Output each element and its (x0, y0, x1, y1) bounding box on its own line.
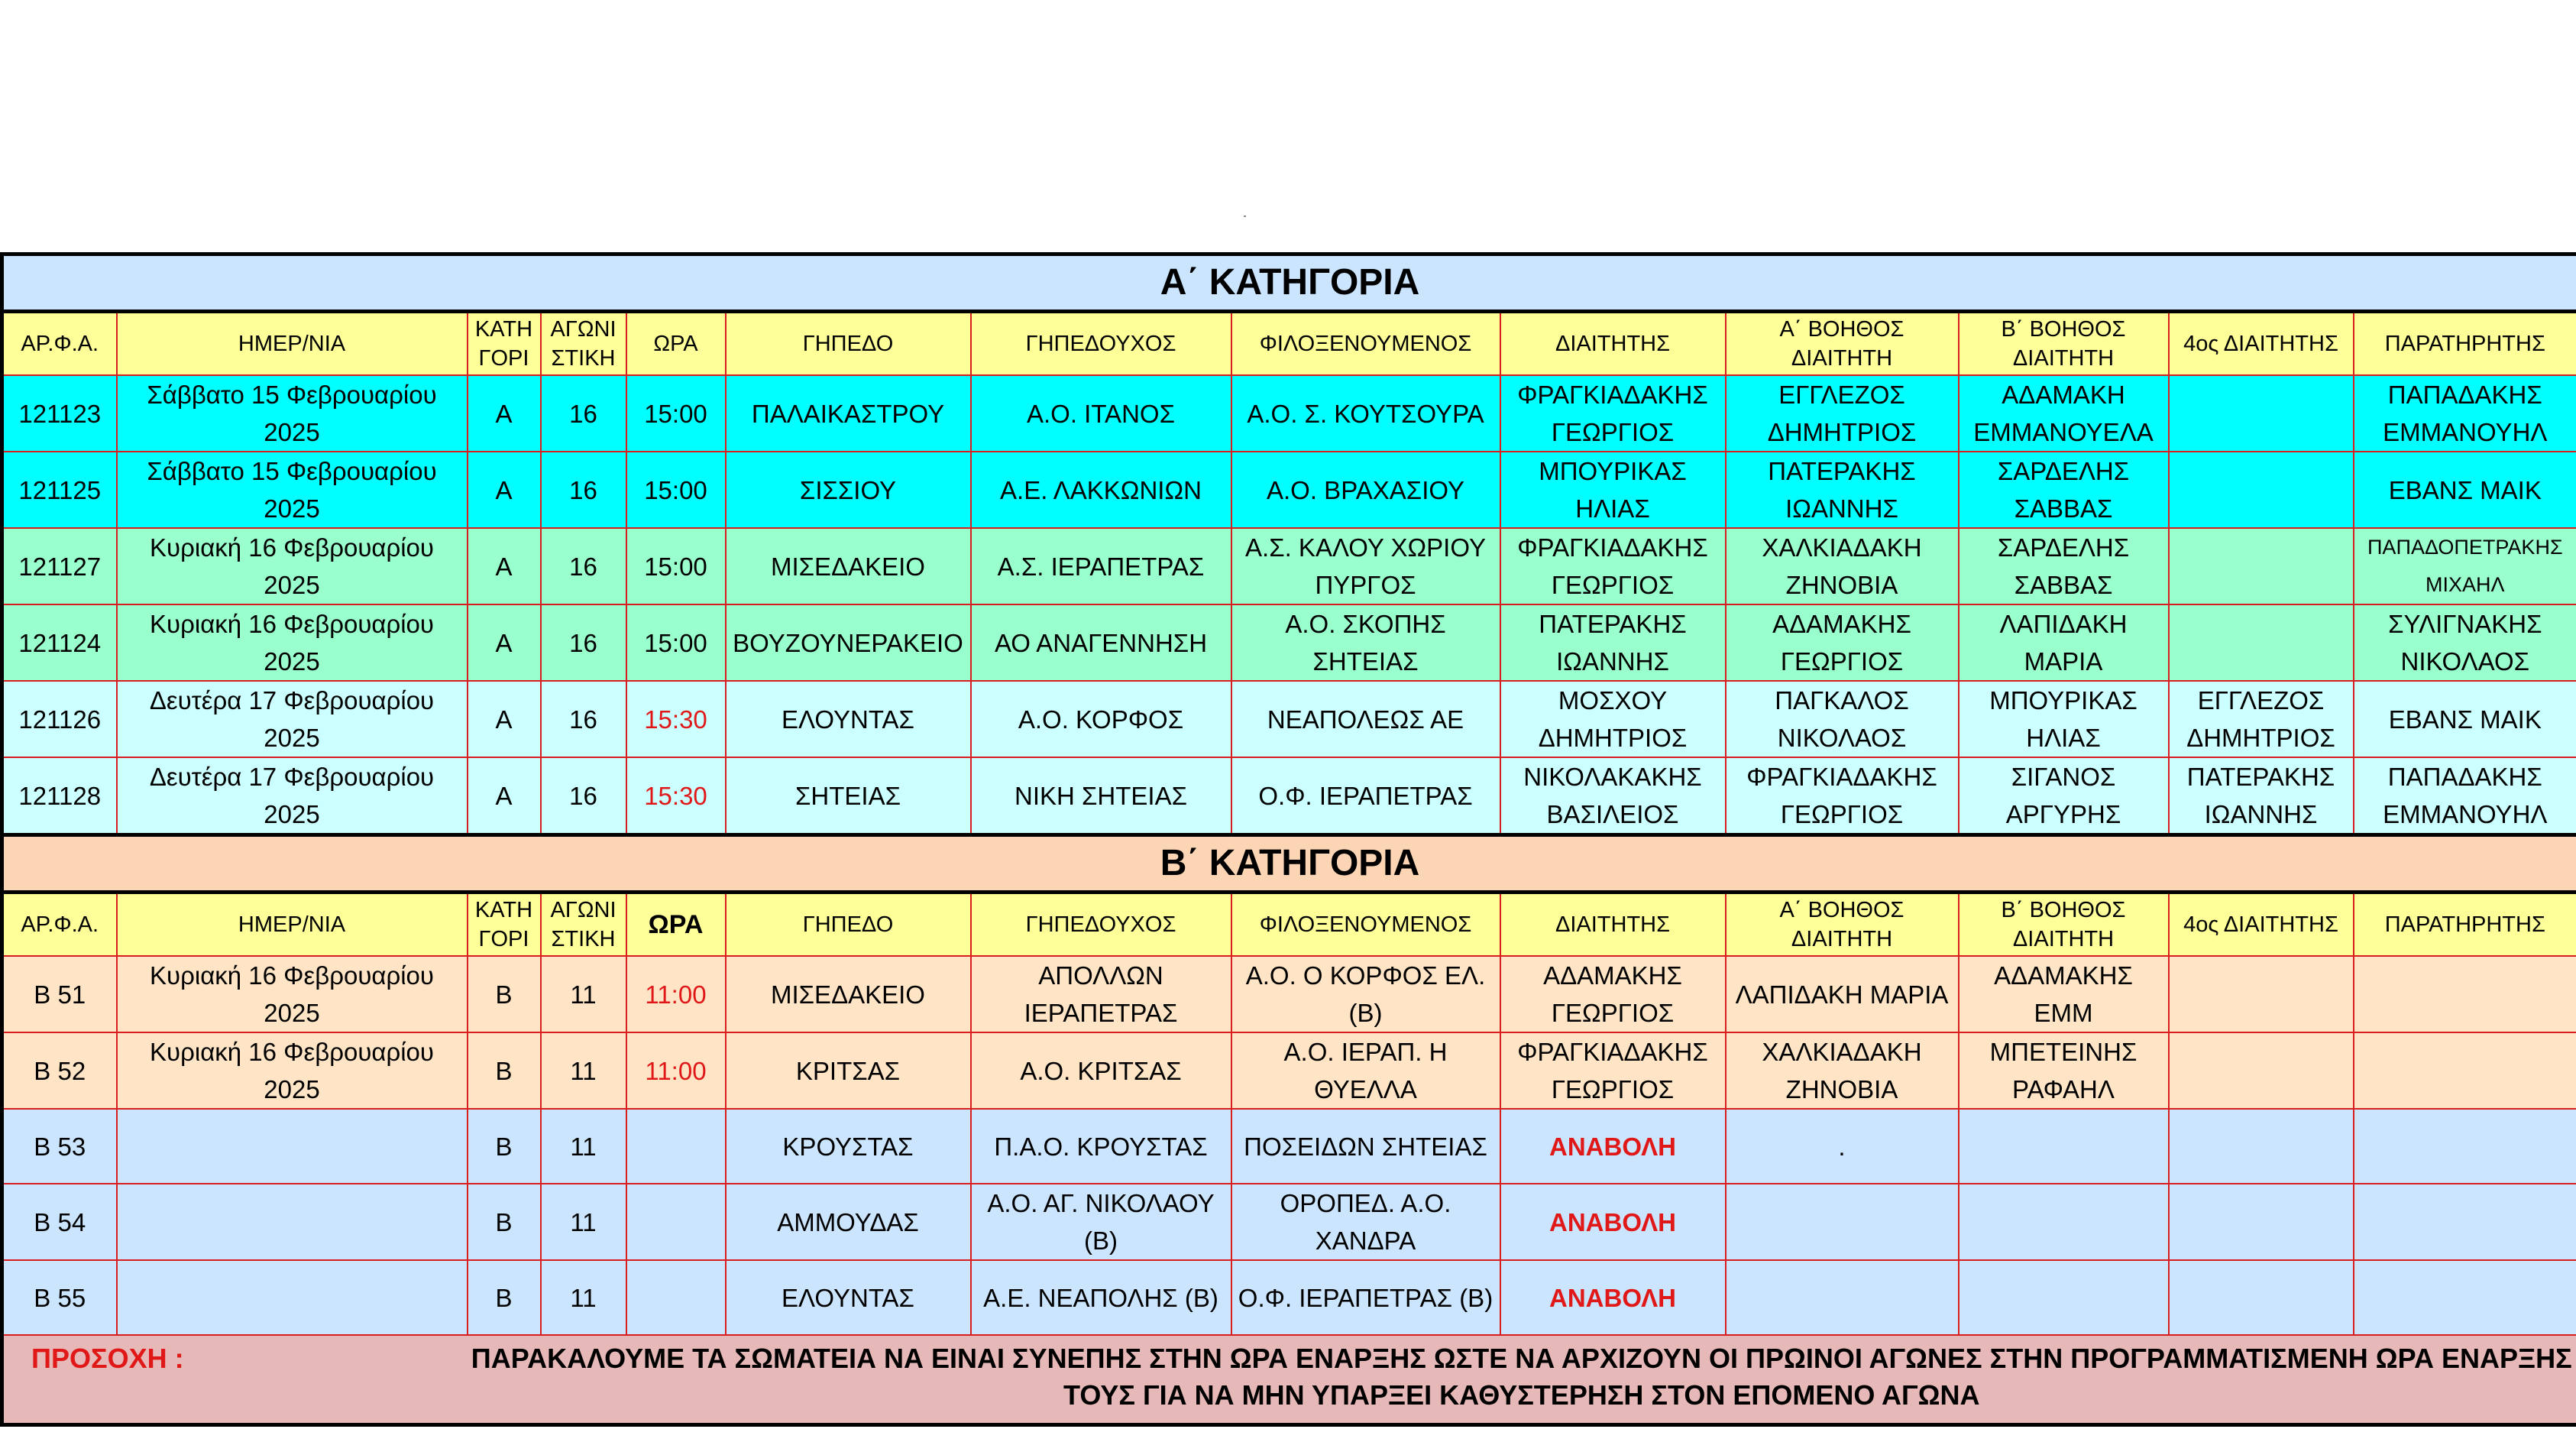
cell-home: Α.Ο. ΙΤΑΝΟΣ (971, 375, 1231, 452)
cell-ast-b: ΜΠΟΥΡΙΚΑΣ ΗΛΙΑΣ (1959, 681, 2169, 757)
schedule-table (0, 252, 2576, 1427)
cell-date (117, 1260, 468, 1335)
cell-cat: Β (468, 1260, 541, 1335)
match-row (2, 375, 2576, 452)
cell-id: 121127 (2, 528, 117, 604)
cell-home: Α.Ε. ΝΕΑΠΟΛΗΣ (Β) (971, 1260, 1231, 1335)
cell-date: Δευτέρα 17 Φεβρουαρίου 2025 (117, 681, 468, 757)
cell-fourth (2169, 528, 2354, 604)
cell-date: Κυριακή 16 Φεβρουαρίου 2025 (117, 528, 468, 604)
notice-label: ΠΡΟΣΟΧΗ : (2, 1335, 468, 1425)
cell-ast-a: ΧΑΛΚΙΑΔΑΚΗ ΖΗΝΟΒΙΑ (1726, 528, 1959, 604)
cell-ast-a: ΦΡΑΓΚΙΑΔΑΚΗΣ ΓΕΩΡΓΙΟΣ (1726, 757, 1959, 835)
cell-time: 15:00 (626, 528, 726, 604)
stray-mark (1244, 215, 1246, 217)
cell-date: Κυριακή 16 Φεβρουαρίου 2025 (117, 956, 468, 1032)
section-b-title-row (2, 835, 2576, 893)
cell-field: ΠΑΛΑΙΚΑΣΤΡΟΥ (726, 375, 971, 452)
cell-round: 11 (541, 1032, 626, 1109)
notice-text: ΠΑΡΑΚΑΛΟΥΜΕ ΤΑ ΣΩΜΑΤΕΙΑ ΝΑ ΕΙΝΑΙ ΣΥΝΕΠΗΣ ΣΤΗΝ ΩΡΑ ΕΝΑΡΞΗΣ ΩΣΤΕ ΝΑ ΑΡΧΙΖΟΥΝ ΟΙ ΠΡΩΙΝΟΙ ΑΓΩΝΕΣ ΣΤΗΝ ΠΡΟΓΡΑΜΜΑΤΙΣΜΕΝΗ ΩΡΑ ΕΝΑΡΞΗΣ ΤΟΥΣ ΓΙΑ ΝΑ ΜΗΝ ΥΠΑΡΞΕΙ ΚΑΘΥΣΤΕΡΗΣΗ ΣΤΟΝ ΕΠΟΜΕΝΟ ΑΓΩΝΑ (468, 1335, 2576, 1425)
cell-round: 16 (541, 681, 626, 757)
cell-round: 16 (541, 757, 626, 835)
cell-id: Β 51 (2, 956, 117, 1032)
cell-time (626, 1184, 726, 1260)
cell-time (626, 1260, 726, 1335)
cell-away: Ο.Φ. ΙΕΡΑΠΕΤΡΑΣ (1231, 757, 1500, 835)
cell-observer (2354, 1260, 2576, 1335)
cell-cat: Β (468, 1109, 541, 1184)
cell-ast-a: ΑΔΑΜΑΚΗΣ ΓΕΩΡΓΙΟΣ (1726, 604, 1959, 681)
cell-round: 11 (541, 1260, 626, 1335)
header-category: ΚΑΤΗ ΓΟΡΙ (468, 893, 541, 957)
cell-referee: ΦΡΑΓΚΙΑΔΑΚΗΣ ΓΕΩΡΓΙΟΣ (1500, 1032, 1726, 1109)
cell-ast-b: ΜΠΕΤΕΙΝΗΣ ΡΑΦΑΗΛ (1959, 1032, 2169, 1109)
cell-observer: ΕΒΑΝΣ ΜΑΙΚ (2354, 452, 2576, 528)
section-a-title: Α΄ ΚΑΤΗΓΟΡΙΑ (2, 254, 2576, 312)
header-ar-fa: ΑΡ.Φ.Α. (2, 893, 117, 957)
cell-ast-b: ΑΔΑΜΑΚΗΣ ΕΜΜ (1959, 956, 2169, 1032)
cell-cat: Α (468, 757, 541, 835)
cell-ast-a (1726, 1260, 1959, 1335)
header-field: ΓΗΠΕΔΟ (726, 312, 971, 376)
schedule-body (2, 254, 2576, 1425)
cell-observer (2354, 1184, 2576, 1260)
cell-round: 16 (541, 604, 626, 681)
cell-away: ΠΟΣΕΙΔΩΝ ΣΗΤΕΙΑΣ (1231, 1109, 1500, 1184)
cell-home: ΑΟ ΑΝΑΓΕΝΝΗΣΗ (971, 604, 1231, 681)
cell-ast-b: ΛΑΠΙΔΑΚΗ ΜΑΡΙΑ (1959, 604, 2169, 681)
cell-observer: ΠΑΠΑΔΑΚΗΣ ΕΜΜΑΝΟΥΗΛ (2354, 757, 2576, 835)
header-fourth: 4ος ΔΙΑΙΤΗΤΗΣ (2169, 893, 2354, 957)
cell-home: Α.Ο. ΚΟΡΦΟΣ (971, 681, 1231, 757)
cell-home: ΑΠΟΛΛΩΝ ΙΕΡΑΠΕΤΡΑΣ (971, 956, 1231, 1032)
cell-field: ΜΙΣΕΔΑΚΕΙΟ (726, 956, 971, 1032)
cell-cat: Α (468, 604, 541, 681)
cell-referee: ΦΡΑΓΚΙΑΔΑΚΗΣ ΓΕΩΡΓΙΟΣ (1500, 528, 1726, 604)
header-field: ΓΗΠΕΔΟ (726, 893, 971, 957)
cell-date (117, 1109, 468, 1184)
cell-fourth (2169, 375, 2354, 452)
match-row (2, 1032, 2576, 1109)
cell-observer: ΠΑΠΑΔΑΚΗΣ ΕΜΜΑΝΟΥΗΛ (2354, 375, 2576, 452)
section-a-title-row (2, 254, 2576, 312)
cell-ast-b (1959, 1184, 2169, 1260)
cell-date: Δευτέρα 17 Φεβρουαρίου 2025 (117, 757, 468, 835)
cell-ast-a: . (1726, 1109, 1959, 1184)
cell-field: ΕΛΟΥΝΤΑΣ (726, 681, 971, 757)
cell-away: Α.Ο. Σ. ΚΟΥΤΣΟΥΡΑ (1231, 375, 1500, 452)
cell-home: Π.Α.Ο. ΚΡΟΥΣΤΑΣ (971, 1109, 1231, 1184)
cell-fourth (2169, 1184, 2354, 1260)
notice-row (2, 1335, 2576, 1425)
cell-fourth (2169, 604, 2354, 681)
cell-ast-b: ΣΑΡΔΕΛΗΣ ΣΑΒΒΑΣ (1959, 452, 2169, 528)
cell-referee: ΑΔΑΜΑΚΗΣ ΓΕΩΡΓΙΟΣ (1500, 956, 1726, 1032)
cell-field: ΑΜΜΟΥΔΑΣ (726, 1184, 971, 1260)
cell-observer: ΕΒΑΝΣ ΜΑΙΚ (2354, 681, 2576, 757)
cell-cat: Β (468, 1184, 541, 1260)
cell-ast-a: ΠΑΓΚΑΛΟΣ ΝΙΚΟΛΑΟΣ (1726, 681, 1959, 757)
cell-fourth: ΠΑΤΕΡΑΚΗΣ ΙΩΑΝΝΗΣ (2169, 757, 2354, 835)
cell-ast-a: ΠΑΤΕΡΑΚΗΣ ΙΩΑΝΝΗΣ (1726, 452, 1959, 528)
header-time: ΩΡΑ (626, 893, 726, 957)
cell-fourth (2169, 1032, 2354, 1109)
header-observer: ΠΑΡΑΤΗΡΗΤΗΣ (2354, 312, 2576, 376)
cell-round: 16 (541, 375, 626, 452)
cell-time (626, 1109, 726, 1184)
cell-round: 11 (541, 1109, 626, 1184)
cell-field: ΕΛΟΥΝΤΑΣ (726, 1260, 971, 1335)
match-row (2, 1184, 2576, 1260)
cell-referee: ΑΝΑΒΟΛΗ (1500, 1260, 1726, 1335)
cell-round: 16 (541, 528, 626, 604)
cell-observer (2354, 956, 2576, 1032)
cell-observer: ΣΥΛΙΓΝΑΚΗΣ ΝΙΚΟΛΑΟΣ (2354, 604, 2576, 681)
header-round: ΑΓΩΝΙ ΣΤΙΚΗ (541, 893, 626, 957)
cell-cat: Α (468, 452, 541, 528)
cell-cat: Α (468, 681, 541, 757)
cell-id: 121123 (2, 375, 117, 452)
cell-observer: ΠΑΠΑΔΟΠΕΤΡΑΚΗΣ ΜΙΧΑΗΛ (2354, 528, 2576, 604)
cell-id: 121125 (2, 452, 117, 528)
header-assistant-b: Β΄ ΒΟΗΘΟΣ ΔΙΑΙΤΗΤΗ (1959, 893, 2169, 957)
header-away: ΦΙΛΟΞΕΝΟΥΜΕΝΟΣ (1231, 893, 1500, 957)
cell-id: 121128 (2, 757, 117, 835)
cell-ast-a (1726, 1184, 1959, 1260)
match-row (2, 528, 2576, 604)
cell-away: Α.Ο. ΙΕΡΑΠ. Η ΘΥΕΛΛΑ (1231, 1032, 1500, 1109)
cell-fourth: ΕΓΓΛΕΖΟΣ ΔΗΜΗΤΡΙΟΣ (2169, 681, 2354, 757)
cell-fourth (2169, 956, 2354, 1032)
cell-referee: ΝΙΚΟΛΑΚΑΚΗΣ ΒΑΣΙΛΕΙΟΣ (1500, 757, 1726, 835)
header-assistant-b: Β΄ ΒΟΗΘΟΣ ΔΙΑΙΤΗΤΗ (1959, 312, 2169, 376)
cell-time: 15:00 (626, 452, 726, 528)
cell-ast-b (1959, 1260, 2169, 1335)
cell-ast-b: ΣΙΓΑΝΟΣ ΑΡΓΥΡΗΣ (1959, 757, 2169, 835)
match-row (2, 1109, 2576, 1184)
match-row (2, 452, 2576, 528)
cell-date: Σάββατο 15 Φεβρουαρίου 2025 (117, 375, 468, 452)
cell-field: ΚΡΟΥΣΤΑΣ (726, 1109, 971, 1184)
cell-id: 121126 (2, 681, 117, 757)
section-b-title: Β΄ ΚΑΤΗΓΟΡΙΑ (2, 835, 2576, 893)
cell-field: ΣΗΤΕΙΑΣ (726, 757, 971, 835)
header-date: ΗΜΕΡ/ΝΙΑ (117, 893, 468, 957)
header-observer: ΠΑΡΑΤΗΡΗΤΗΣ (2354, 893, 2576, 957)
cell-fourth (2169, 1109, 2354, 1184)
cell-home: Α.Σ. ΙΕΡΑΠΕΤΡΑΣ (971, 528, 1231, 604)
cell-referee: ΠΑΤΕΡΑΚΗΣ ΙΩΑΝΝΗΣ (1500, 604, 1726, 681)
cell-date: Κυριακή 16 Φεβρουαρίου 2025 (117, 1032, 468, 1109)
cell-home: ΝΙΚΗ ΣΗΤΕΙΑΣ (971, 757, 1231, 835)
match-row (2, 604, 2576, 681)
cell-referee: ΑΝΑΒΟΛΗ (1500, 1184, 1726, 1260)
cell-id: Β 52 (2, 1032, 117, 1109)
header-away: ΦΙΛΟΞΕΝΟΥΜΕΝΟΣ (1231, 312, 1500, 376)
cell-ast-a: ΛΑΠΙΔΑΚΗ ΜΑΡΙΑ (1726, 956, 1959, 1032)
cell-referee: ΦΡΑΓΚΙΑΔΑΚΗΣ ΓΕΩΡΓΙΟΣ (1500, 375, 1726, 452)
cell-id: Β 54 (2, 1184, 117, 1260)
cell-away: ΝΕΑΠΟΛΕΩΣ ΑΕ (1231, 681, 1500, 757)
header-time: ΩΡΑ (626, 312, 726, 376)
header-home: ΓΗΠΕΔΟΥΧΟΣ (971, 312, 1231, 376)
cell-id: Β 55 (2, 1260, 117, 1335)
cell-fourth (2169, 452, 2354, 528)
cell-away: ΟΡΟΠΕΔ. Α.Ο. ΧΑΝΔΡΑ (1231, 1184, 1500, 1260)
cell-field: ΚΡΙΤΣΑΣ (726, 1032, 971, 1109)
cell-cat: Α (468, 528, 541, 604)
cell-id: 121124 (2, 604, 117, 681)
cell-home: Α.Ε. ΛΑΚΚΩΝΙΩΝ (971, 452, 1231, 528)
cell-observer (2354, 1032, 2576, 1109)
cell-cat: Β (468, 1032, 541, 1109)
cell-away: Α.Ο. ΣΚΟΠΗΣ ΣΗΤΕΙΑΣ (1231, 604, 1500, 681)
cell-cat: Β (468, 956, 541, 1032)
header-category: ΚΑΤΗ ΓΟΡΙ (468, 312, 541, 376)
cell-referee: ΑΝΑΒΟΛΗ (1500, 1109, 1726, 1184)
header-fourth: 4ος ΔΙΑΙΤΗΤΗΣ (2169, 312, 2354, 376)
header-assistant-a: Α΄ ΒΟΗΘΟΣ ΔΙΑΙΤΗΤΗ (1726, 893, 1959, 957)
cell-time: 15:00 (626, 604, 726, 681)
cell-fourth (2169, 1260, 2354, 1335)
cell-time: 15:30 (626, 757, 726, 835)
match-row (2, 757, 2576, 835)
header-assistant-a: Α΄ ΒΟΗΘΟΣ ΔΙΑΙΤΗΤΗ (1726, 312, 1959, 376)
header-home: ΓΗΠΕΔΟΥΧΟΣ (971, 893, 1231, 957)
cell-away: Α.Σ. ΚΑΛΟΥ ΧΩΡΙΟΥ ΠΥΡΓΟΣ (1231, 528, 1500, 604)
cell-referee: ΜΟΣΧΟΥ ΔΗΜΗΤΡΙΟΣ (1500, 681, 1726, 757)
cell-time: 11:00 (626, 956, 726, 1032)
cell-field: ΒΟΥΖΟΥΝΕΡΑΚΕΙΟ (726, 604, 971, 681)
header-referee: ΔΙΑΙΤΗΤΗΣ (1500, 893, 1726, 957)
schedule-sheet (0, 252, 2576, 1427)
cell-away: Α.Ο. ΒΡΑΧΑΣΙΟΥ (1231, 452, 1500, 528)
match-row (2, 956, 2576, 1032)
cell-date: Σάββατο 15 Φεβρουαρίου 2025 (117, 452, 468, 528)
cell-ast-b: ΑΔΑΜΑΚΗ ΕΜΜΑΝΟΥΕΛΑ (1959, 375, 2169, 452)
cell-ast-b: ΣΑΡΔΕΛΗΣ ΣΑΒΒΑΣ (1959, 528, 2169, 604)
cell-referee: ΜΠΟΥΡΙΚΑΣ ΗΛΙΑΣ (1500, 452, 1726, 528)
cell-time: 15:00 (626, 375, 726, 452)
cell-date: Κυριακή 16 Φεβρουαρίου 2025 (117, 604, 468, 681)
cell-home: Α.Ο. ΚΡΙΤΣΑΣ (971, 1032, 1231, 1109)
cell-ast-a: ΧΑΛΚΙΑΔΑΚΗ ΖΗΝΟΒΙΑ (1726, 1032, 1959, 1109)
cell-ast-b (1959, 1109, 2169, 1184)
column-header-row (2, 893, 2576, 957)
cell-field: ΣΙΣΣΙΟΥ (726, 452, 971, 528)
cell-date (117, 1184, 468, 1260)
column-header-row (2, 312, 2576, 376)
match-row (2, 681, 2576, 757)
header-round: ΑΓΩΝΙ ΣΤΙΚΗ (541, 312, 626, 376)
cell-id: Β 53 (2, 1109, 117, 1184)
cell-away: Α.Ο. Ο ΚΟΡΦΟΣ ΕΛ. (Β) (1231, 956, 1500, 1032)
cell-round: 11 (541, 956, 626, 1032)
header-date: ΗΜΕΡ/ΝΙΑ (117, 312, 468, 376)
cell-away: Ο.Φ. ΙΕΡΑΠΕΤΡΑΣ (Β) (1231, 1260, 1500, 1335)
cell-round: 11 (541, 1184, 626, 1260)
match-row (2, 1260, 2576, 1335)
header-referee: ΔΙΑΙΤΗΤΗΣ (1500, 312, 1726, 376)
cell-cat: Α (468, 375, 541, 452)
cell-observer (2354, 1109, 2576, 1184)
header-ar-fa: ΑΡ.Φ.Α. (2, 312, 117, 376)
cell-field: ΜΙΣΕΔΑΚΕΙΟ (726, 528, 971, 604)
cell-ast-a: ΕΓΓΛΕΖΟΣ ΔΗΜΗΤΡΙΟΣ (1726, 375, 1959, 452)
cell-time: 15:30 (626, 681, 726, 757)
cell-home: Α.Ο. ΑΓ. ΝΙΚΟΛΑΟΥ (Β) (971, 1184, 1231, 1260)
cell-round: 16 (541, 452, 626, 528)
cell-time: 11:00 (626, 1032, 726, 1109)
